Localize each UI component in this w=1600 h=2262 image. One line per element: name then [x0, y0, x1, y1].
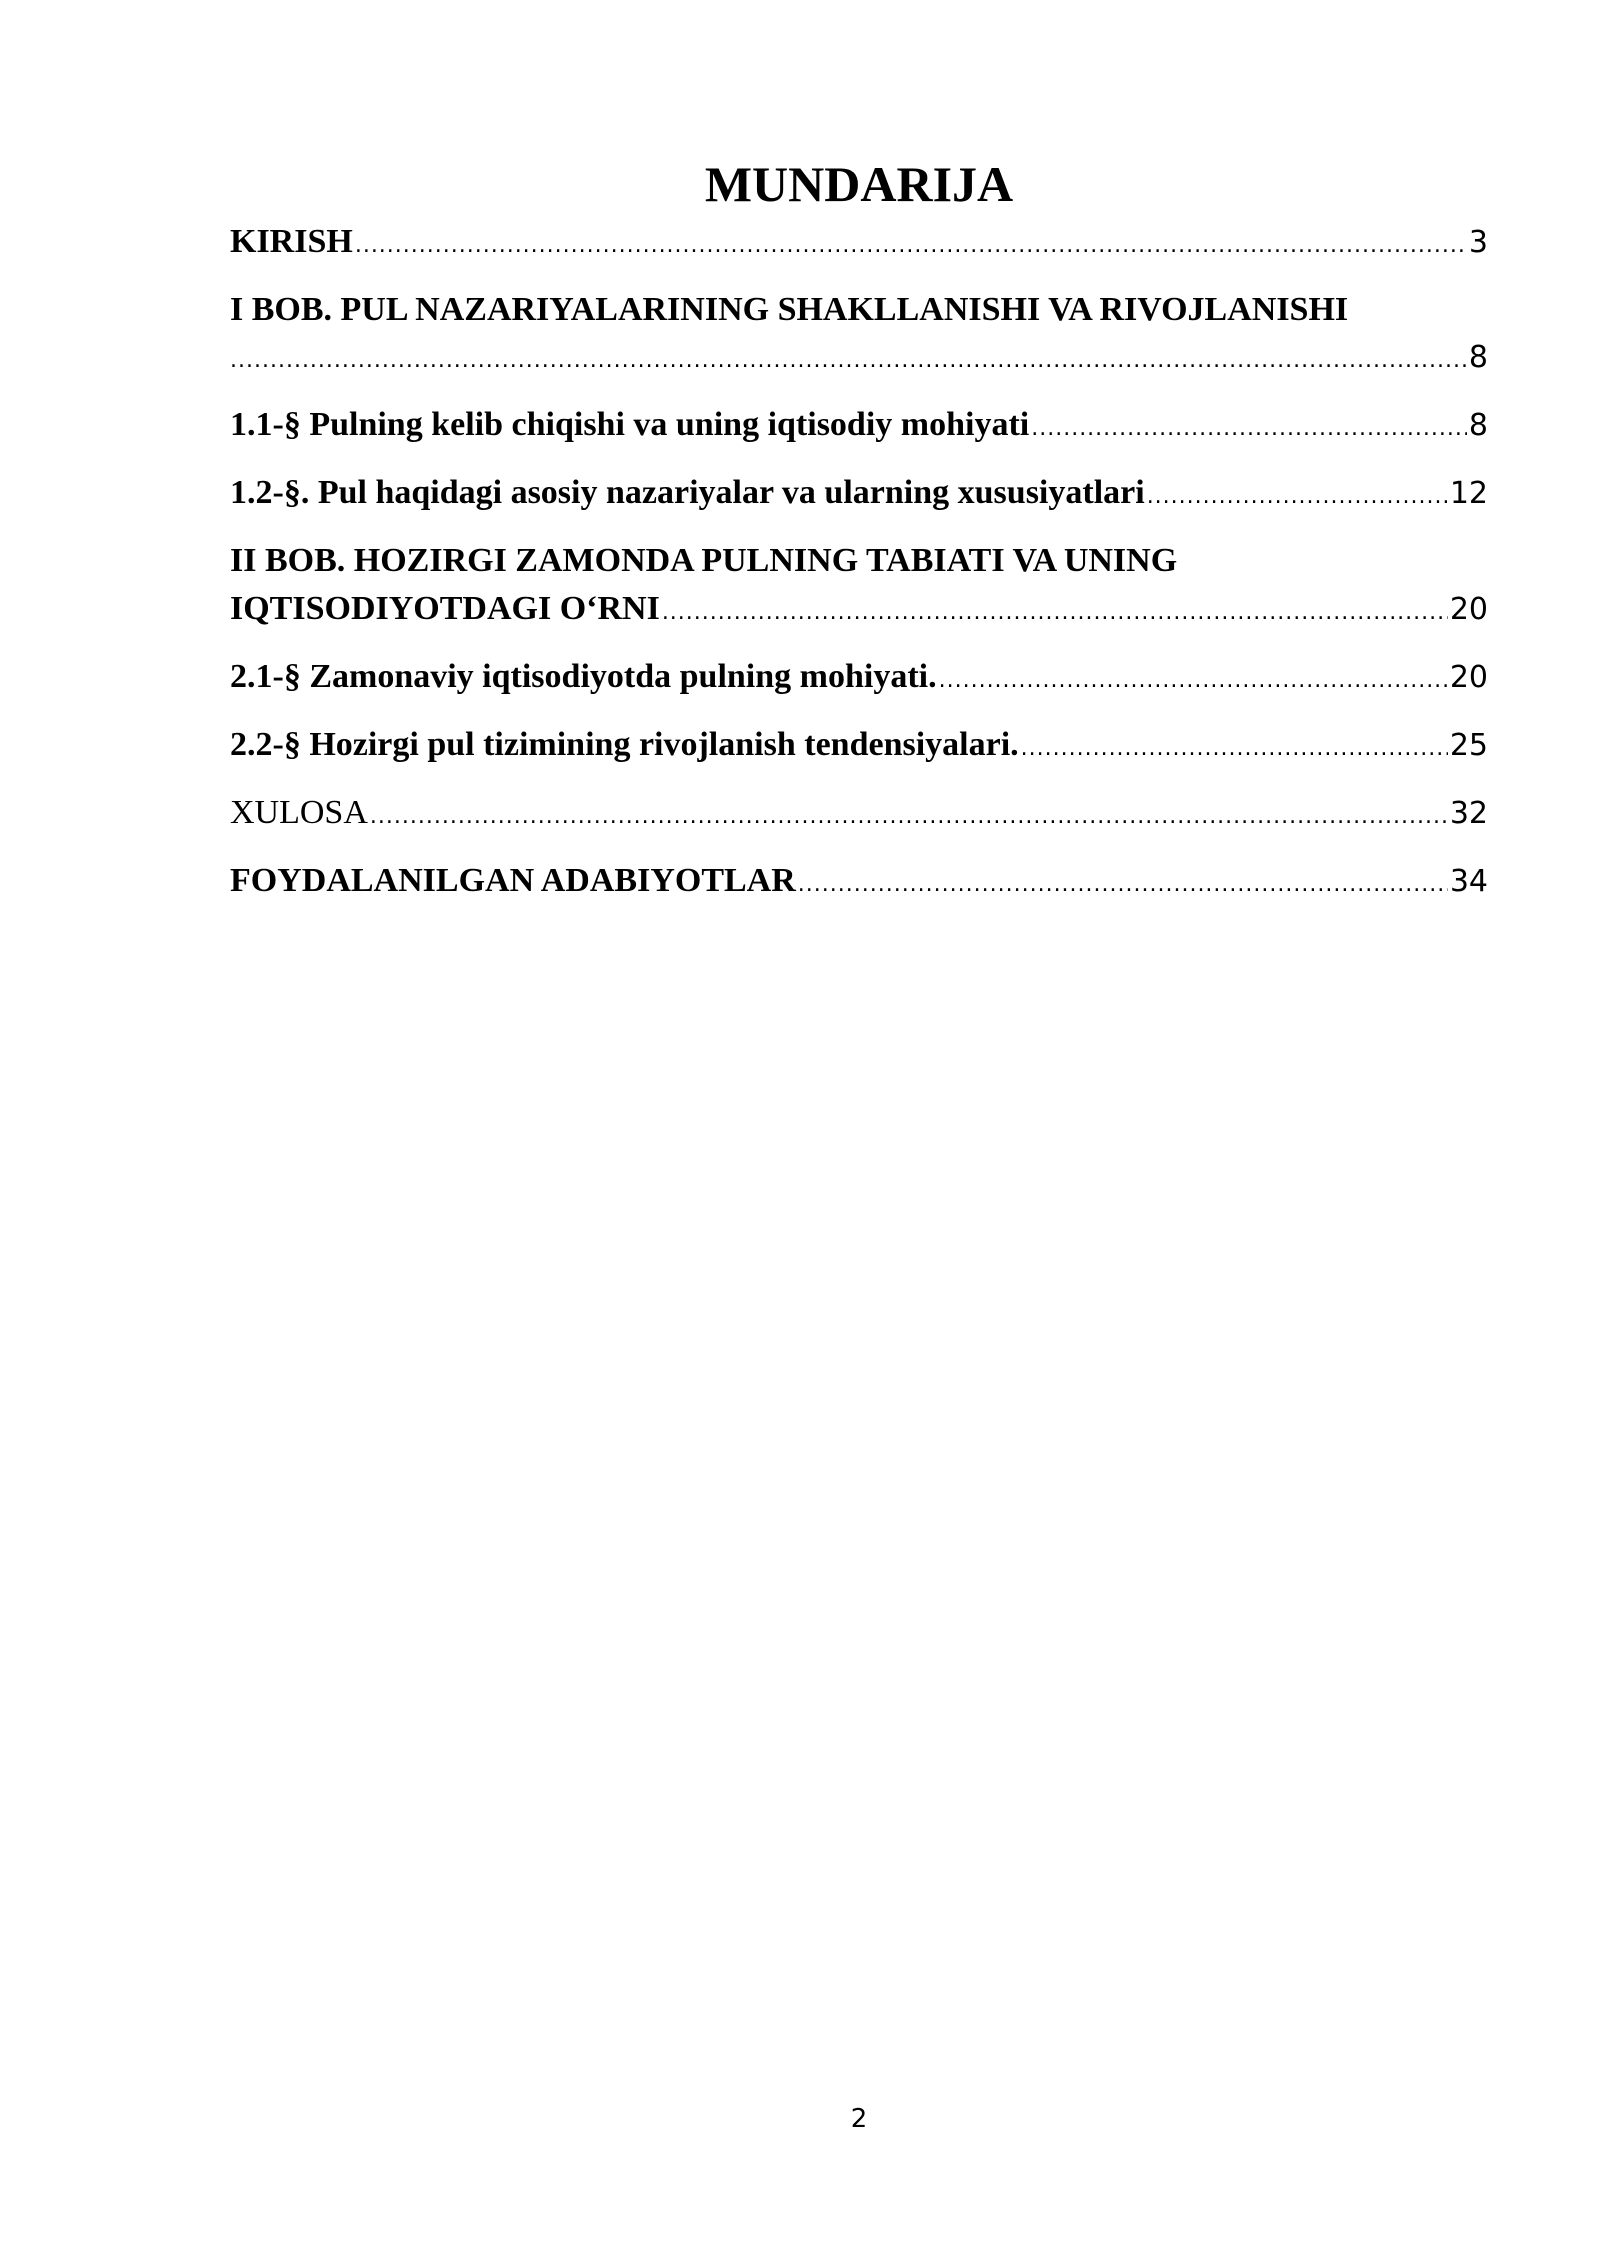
toc-entry-title: XULOSA [230, 794, 368, 831]
toc-entry-section-2-1[interactable] [230, 653, 1488, 705]
dot-leader [939, 657, 1448, 705]
toc-page-number: 32 [1449, 796, 1488, 831]
toc-page-number: 8 [1468, 408, 1488, 443]
toc-page-number: 20 [1449, 592, 1488, 627]
dot-leader [1031, 405, 1467, 453]
dot-leader [230, 337, 1467, 385]
toc-entry-title: 1.2-§. Pul haqidagi asosiy nazariyalar va ularning xususiyatlari [230, 474, 1145, 511]
toc-entry-title: KIRISH [230, 223, 353, 260]
toc-entry-xulosa[interactable] [230, 789, 1488, 841]
toc-page-number: 25 [1449, 728, 1488, 763]
toc-entry-kirish[interactable] [230, 218, 1488, 270]
toc-entry-title: 1.1-§ Pulning kelib chiqishi va uning iqtisodiy mohiyati [230, 406, 1030, 443]
table-of-contents [230, 218, 1488, 925]
toc-page-number: 12 [1449, 476, 1488, 511]
toc-entry-title: FOYDALANILGAN ADABIYOTLAR [230, 862, 796, 899]
dot-leader [1147, 473, 1448, 521]
page-title: MUNDARIJA [704, 156, 1014, 212]
toc-page-number: 34 [1449, 864, 1488, 899]
toc-entry-title: I BOB. PUL NAZARIYALARINING SHAKLLANISHI VA RIVOJLANISHI [230, 291, 1349, 328]
toc-page-number: 8 [1468, 340, 1488, 375]
toc-entry-chapter-2[interactable] [230, 537, 1488, 637]
dot-leader [798, 861, 1448, 909]
toc-entry-section-1-2[interactable] [230, 469, 1488, 521]
toc-entry-section-1-1[interactable] [230, 401, 1488, 453]
toc-entry-bibliography[interactable] [230, 857, 1488, 909]
toc-entry-chapter-1[interactable] [230, 286, 1488, 385]
dot-leader [355, 222, 1467, 270]
toc-entry-title: II BOB. HOZIRGI ZAMONDA PULNING TABIATI VA UNING [230, 542, 1178, 579]
toc-page-number: 20 [1449, 660, 1488, 695]
toc-entry-title: 2.1-§ Zamonaviy iqtisodiyotda pulning mohiyati. [230, 658, 937, 695]
page-number: 2 [850, 2104, 868, 2134]
toc-page-number: 3 [1468, 225, 1488, 260]
toc-entry-title-continued: IQTISODIYOTDAGI O‘RNI [230, 590, 660, 627]
dot-leader [370, 793, 1448, 841]
toc-entry-section-2-2[interactable] [230, 721, 1488, 773]
dot-leader [662, 589, 1448, 637]
toc-entry-title: 2.2-§ Hozirgi pul tizimining rivojlanish tendensiyalari. [230, 726, 1019, 763]
dot-leader [1021, 725, 1448, 773]
